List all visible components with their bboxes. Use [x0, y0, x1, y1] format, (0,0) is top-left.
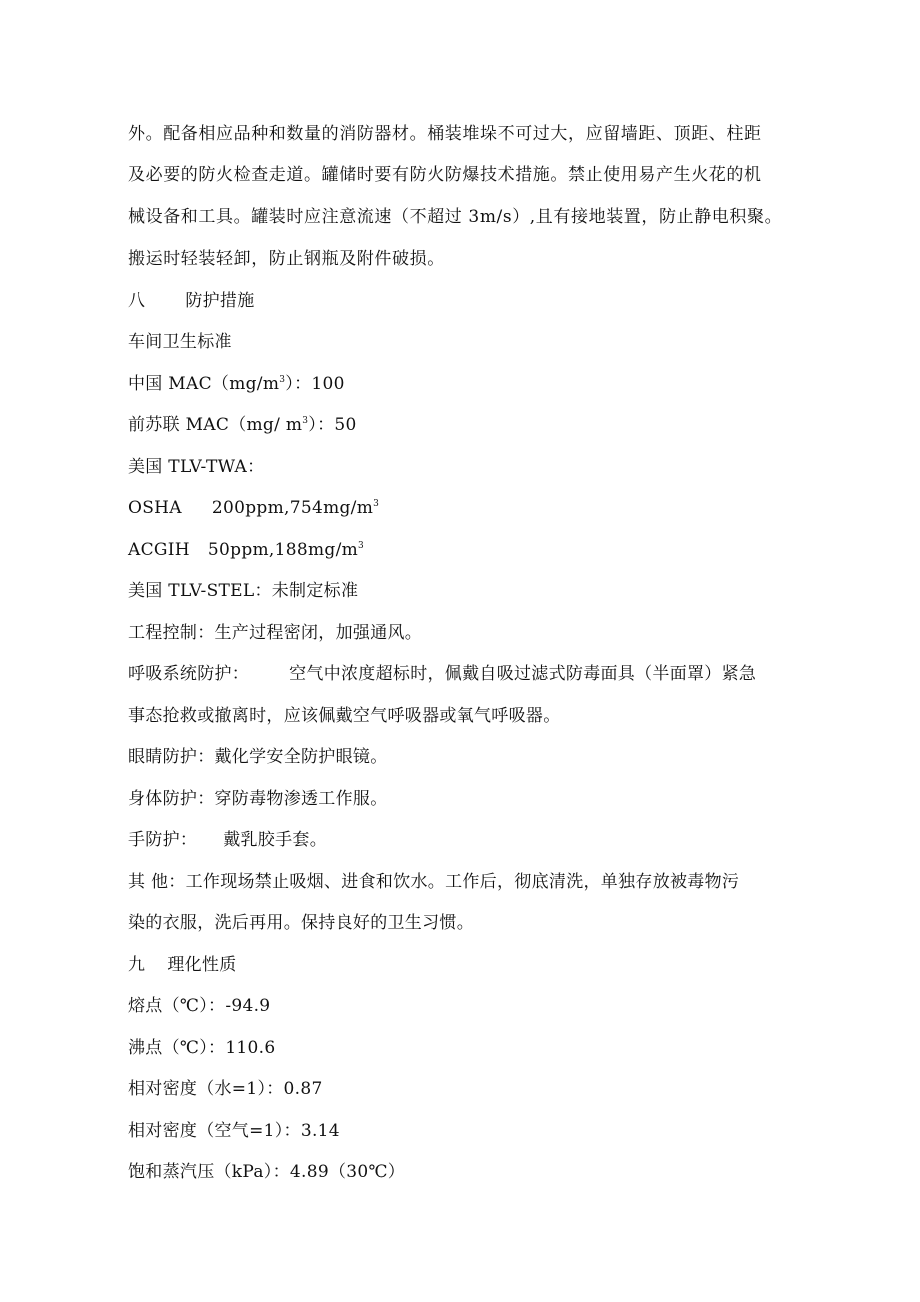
osha-label: OSHA — [128, 498, 182, 518]
storage-paragraph-line-1: 外。配备相应品种和数量的消防器材。桶装堆垛不可过大，应留墙距、顶距、柱距 — [128, 124, 762, 144]
section-8-heading — [128, 290, 255, 312]
hand-protection — [128, 829, 327, 851]
engineering-control: 工程控制：生产过程密闭，加强通风。 — [128, 623, 423, 643]
boiling-point: 沸点（℃）：110.6 — [128, 1038, 276, 1058]
us-tlv-twa-label: 美国 TLV-TWA： — [128, 457, 265, 477]
hand-protection-value: 戴乳胶手套。 — [223, 830, 328, 850]
melting-point: 熔点（℃）：-94.9 — [128, 996, 271, 1016]
china-mac-value: ）：100 — [285, 374, 345, 394]
workshop-standard-label: 车间卫生标准 — [128, 332, 232, 352]
ussr-mac-label: 前苏联 MAC（mg/ m — [128, 415, 303, 435]
respiratory-protection-line-2: 事态抢救或撤离时，应该佩戴空气呼吸器或氧气呼吸器。 — [128, 706, 561, 726]
respiratory-protection-line-1 — [128, 663, 756, 685]
acgih-label: ACGIH — [128, 540, 190, 560]
body-protection: 身体防护：穿防毒物渗透工作服。 — [128, 789, 388, 809]
section-9-heading — [128, 954, 237, 976]
china-mac-label: 中国 MAC（mg/m — [128, 374, 280, 394]
section-8-number: 八 — [128, 291, 146, 311]
china-mac — [128, 373, 345, 395]
ussr-mac-value: ）：50 — [308, 415, 357, 435]
hand-protection-label: 手防护： — [128, 830, 198, 850]
respiratory-protection-text: 空气中浓度超标时，佩戴自吸过滤式防毒面具（半面罩）紧急 — [289, 664, 757, 684]
relative-density-water: 相对密度（水=1）：0.87 — [128, 1079, 323, 1099]
china-mac-superscript: 3 — [279, 375, 286, 385]
section-8-title: 防护措施 — [185, 291, 255, 311]
acgih-superscript: 3 — [358, 541, 365, 551]
storage-paragraph-line-4: 搬运时轻装轻卸，防止钢瓶及附件破损。 — [128, 249, 445, 269]
osha-superscript: 3 — [373, 499, 380, 509]
osha-value: 200ppm,754mg/m — [211, 498, 374, 518]
eye-protection: 眼睛防护：戴化学安全防护眼镜。 — [128, 747, 388, 767]
relative-density-air: 相对密度（空气=1）：3.14 — [128, 1121, 340, 1141]
ussr-mac-superscript: 3 — [302, 416, 309, 426]
respiratory-protection-label: 呼吸系统防护： — [128, 664, 250, 684]
other-protection-line-2: 染的衣服，洗后再用。保持良好的卫生习惯。 — [128, 913, 474, 933]
acgih-value: 50ppm,188mg/m — [207, 540, 359, 560]
section-9-title: 理化性质 — [167, 955, 237, 975]
other-protection-line-1: 其 他：工作现场禁止吸烟、进食和饮水。工作后，彻底清洗，单独存放被毒物污 — [128, 872, 740, 892]
saturated-vapor-pressure: 饱和蒸汽压（kPa）：4.89（30℃） — [128, 1162, 406, 1182]
ussr-mac — [128, 414, 357, 436]
acgih-row — [128, 539, 364, 561]
storage-paragraph-line-3: 械设备和工具。罐装时应注意流速（不超过 3m/s）,且有接地装置，防止静电积聚。 — [128, 207, 783, 227]
storage-paragraph-line-2: 及必要的防火检查走道。罐储时要有防火防爆技术措施。禁止使用易产生火花的机 — [128, 165, 762, 185]
us-tlv-stel: 美国 TLV-STEL：未制定标准 — [128, 581, 359, 601]
osha-row — [128, 497, 379, 519]
section-9-number: 九 — [128, 955, 146, 975]
